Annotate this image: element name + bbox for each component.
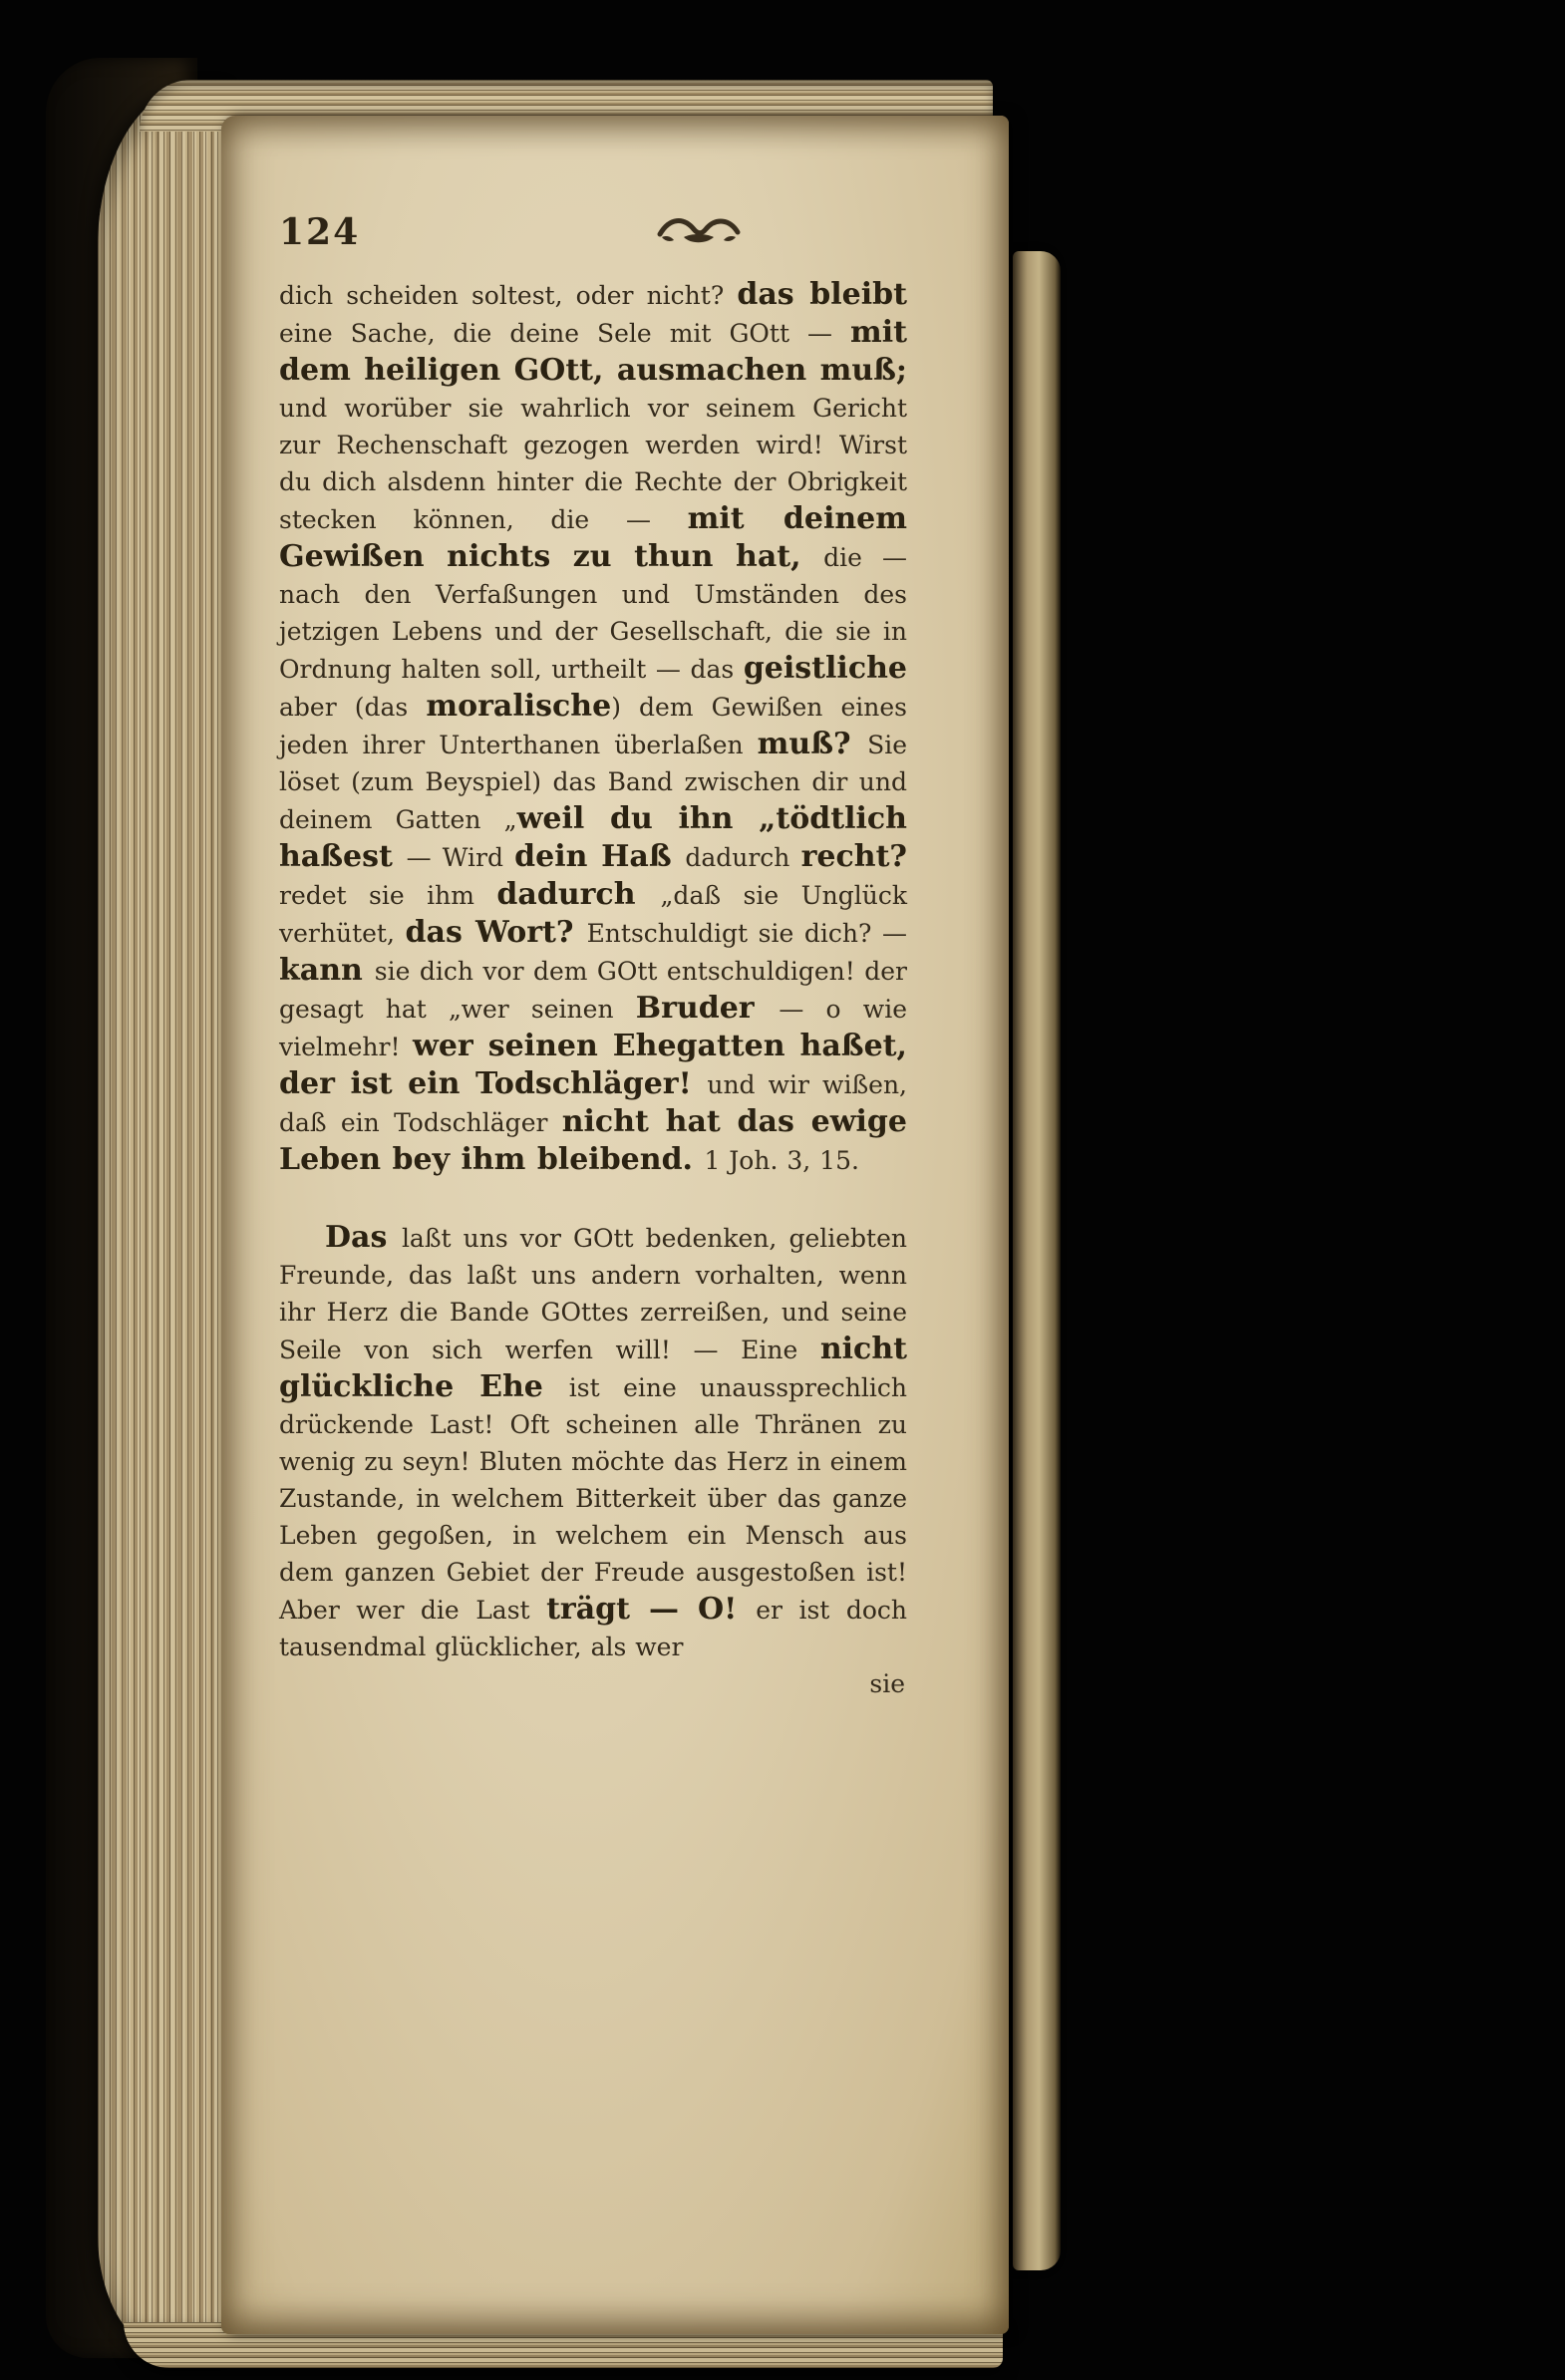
text-segment: dein Haß bbox=[514, 839, 686, 874]
text-segment: wer seinen Ehegatten haßet, der ist ein Todschläger! bbox=[279, 1029, 907, 1101]
paragraph bbox=[279, 276, 907, 1179]
text-segment: eine Sache, die deine Sele mit GOtt — bbox=[279, 319, 850, 348]
text-segment: sie dich vor dem GOtt entschuldigen! der gesagt hat „wer seinen bbox=[279, 957, 907, 1024]
text-segment: dich scheiden soltest, oder nicht? bbox=[279, 281, 738, 310]
text-segment: die — nach den Verfaßungen und Umständen des jetzigen Lebens und der Gesellschaft, die sie in Ordnung halten soll, urtheilt — das bbox=[279, 543, 907, 684]
text-segment: Entschuldigt sie dich? — bbox=[586, 919, 907, 948]
facing-page-edge bbox=[1013, 251, 1061, 2270]
text-segment: — o wie vielmehr! bbox=[279, 995, 907, 1061]
text-segment: Das bbox=[325, 1220, 402, 1255]
text-segment: ist eine unaussprechlich drückende Last! Oft scheinen alle Thränen zu wenig zu seyn! Bluten möchte das Herz in einem Zustande, in welchem Bitterkeit über das ganze Leben gegoßen, in welchem ein Mensch aus dem ganzen Gebiet der Freude ausgestoßen ist! Aber wer die Last bbox=[279, 1373, 907, 1625]
text-segment: muß? bbox=[757, 727, 868, 761]
text-segment: Bruder bbox=[635, 991, 780, 1026]
text-segment: Sie löset (zum Beyspiel) das Band zwischen dir und deinem Gatten „ bbox=[279, 731, 907, 834]
text-segment: kann bbox=[279, 953, 375, 988]
text-segment: „daß sie Unglück verhütet, bbox=[279, 881, 908, 948]
text-segment: dadurch bbox=[685, 843, 801, 872]
text-segment: mit dem heiligen GOtt, ausmachen muß; bbox=[279, 315, 907, 388]
text-segment: moralische bbox=[426, 689, 612, 724]
text-segment: laßt uns vor GOtt bedenken, geliebten Freunde, das laßt uns andern vorhalten, wenn ihr Herz die Bande GOttes zerreißen, und seine Seile von sich werfen will! — Eine bbox=[279, 1224, 907, 1364]
text-segment: geistliche bbox=[743, 651, 907, 686]
text-segment: weil du ihn „tödtlich haßest bbox=[279, 801, 907, 874]
catchword: sie bbox=[869, 1669, 905, 1698]
paragraph bbox=[279, 1219, 907, 1665]
book-page bbox=[221, 116, 1009, 2334]
text-segment: aber (das bbox=[279, 693, 427, 722]
page-content bbox=[279, 203, 907, 1702]
text-segment: redet sie ihm bbox=[279, 881, 497, 910]
page-header bbox=[279, 203, 907, 276]
text-segment: er ist doch tausendmal glücklicher, als wer bbox=[279, 1596, 907, 1661]
text-segment: — Wird bbox=[406, 843, 515, 872]
text-segment: dadurch bbox=[496, 877, 661, 912]
text-segment: recht? bbox=[800, 839, 907, 874]
text-segment: trägt — O! bbox=[546, 1592, 757, 1627]
text-segment: mit deinem Gewißen nichts zu thun hat, bbox=[279, 501, 907, 574]
text-segment: das Wort? bbox=[405, 915, 587, 950]
text-segment: nicht glückliche Ehe bbox=[279, 1332, 907, 1404]
text-segment: ) dem Gewißen eines jeden ihrer Unterthanen überlaßen bbox=[279, 693, 907, 759]
page-stack-left-edge bbox=[98, 88, 229, 2354]
page-number: 124 bbox=[279, 211, 361, 253]
text-block bbox=[279, 276, 907, 1665]
text-segment: das bleibt bbox=[737, 277, 907, 312]
text-segment: und worüber sie wahrlich vor seinem Gericht zur Rechenschaft gezogen werden wird! Wirst du dich alsdenn hinter die Rechte der Obrigkeit stecken können, die — bbox=[279, 394, 907, 534]
printer-flourish-icon bbox=[656, 213, 742, 249]
text-segment: nicht hat das ewige Leben bey ihm bleibend. bbox=[279, 1104, 907, 1177]
text-segment: 1 Joh. 3, 15. bbox=[704, 1146, 859, 1175]
text-segment: und wir wißen, daß ein Todschläger bbox=[279, 1070, 907, 1137]
